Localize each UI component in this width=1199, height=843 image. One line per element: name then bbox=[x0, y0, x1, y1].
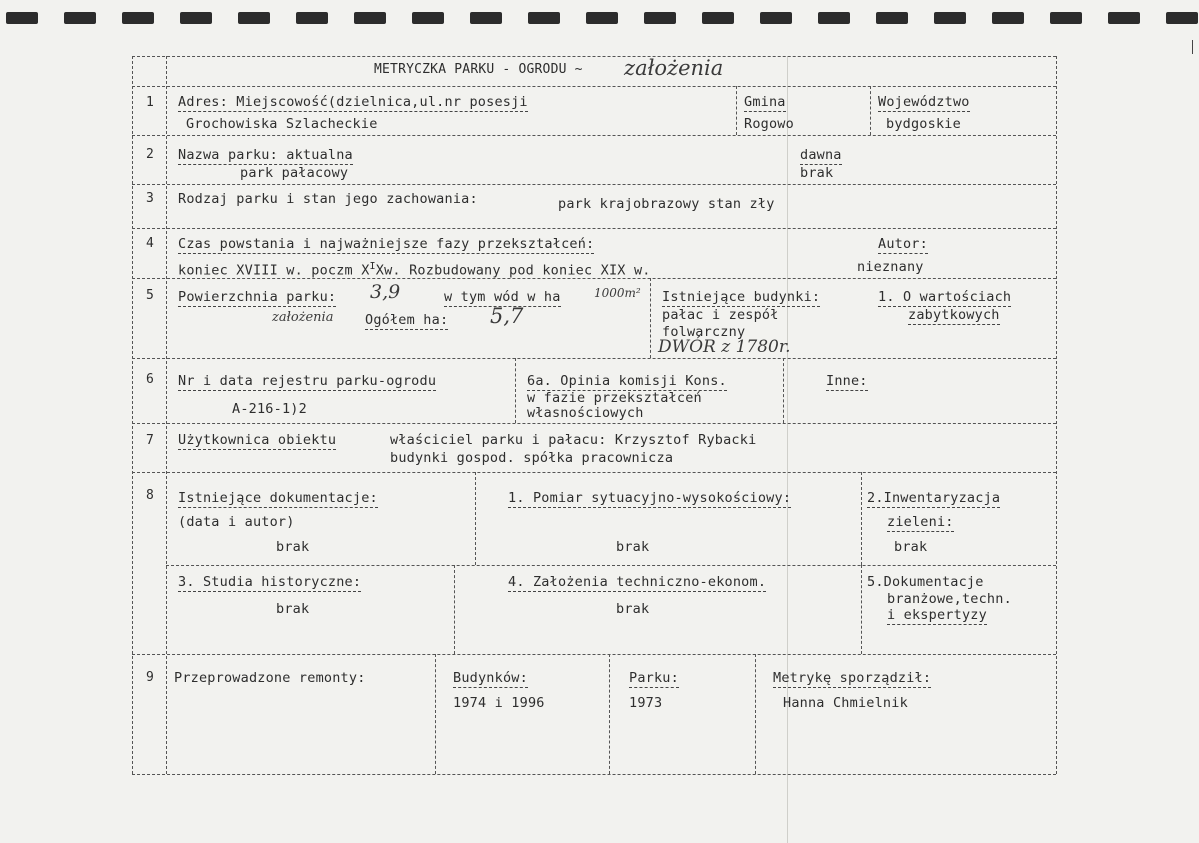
perforation-mark bbox=[528, 12, 560, 24]
row-number: 6 bbox=[146, 372, 155, 387]
r8-divider bbox=[475, 472, 476, 565]
branch-docs-label: branżowe,techn. bbox=[887, 591, 1012, 607]
row-divider bbox=[132, 472, 1056, 473]
creation-time-value: koniec XVIII w. poczm $X^IXw$. Rozbudowany pod koniec XIX w. bbox=[178, 261, 651, 279]
r9-divider bbox=[755, 654, 756, 774]
gmina-value: Rogowo bbox=[744, 116, 794, 132]
title-handwritten-note: założenia bbox=[624, 56, 724, 80]
row-divider bbox=[132, 184, 1056, 185]
r6-divider bbox=[783, 358, 784, 423]
perforation-mark bbox=[296, 12, 328, 24]
documentation-label: Istniejące dokumentacje: bbox=[178, 490, 378, 506]
user-label: Użytkownica obiektu bbox=[178, 432, 337, 448]
page-tick-mark bbox=[1192, 40, 1193, 54]
gmina-label: Gmina bbox=[744, 94, 786, 110]
perforation-mark bbox=[818, 12, 850, 24]
row-number: 3 bbox=[146, 191, 155, 206]
documentation-sublabel: (data i autor) bbox=[178, 514, 295, 530]
commission-opinion-value: własnościowych bbox=[527, 405, 644, 421]
voivodeship-value: bydgoskie bbox=[886, 116, 961, 132]
perforation-mark bbox=[992, 12, 1024, 24]
buildings-repair-label: Budynków: bbox=[453, 670, 528, 686]
inventory-label: 2.Inwentaryzacja bbox=[867, 490, 1001, 506]
row-number: 4 bbox=[146, 236, 155, 251]
existing-buildings-value: pałac i zespół bbox=[662, 307, 779, 323]
branch-docs-label: 5.Dokumentacje bbox=[867, 574, 984, 590]
other-label: Inne: bbox=[826, 373, 868, 389]
documentation-value: brak bbox=[276, 539, 310, 555]
manor-house-handwritten: DWÓR z 1780r. bbox=[658, 337, 791, 357]
total-area-label: Ogółem ha: bbox=[365, 312, 449, 328]
perforation-mark bbox=[760, 12, 792, 24]
row-divider bbox=[132, 86, 1056, 87]
prepared-by-label: Metrykę sporządził: bbox=[773, 670, 932, 686]
perforation-mark bbox=[934, 12, 966, 24]
r6-divider bbox=[515, 358, 516, 423]
perforation-mark bbox=[470, 12, 502, 24]
row-divider bbox=[132, 423, 1056, 424]
repairs-label: Przeprowadzone remonty: bbox=[174, 670, 366, 686]
row-divider bbox=[132, 358, 1056, 359]
prepared-by-value: Hanna Chmielnik bbox=[783, 695, 908, 711]
perforation-mark bbox=[1166, 12, 1198, 24]
perforation-mark bbox=[702, 12, 734, 24]
inventory-value: brak bbox=[894, 539, 928, 555]
park-name-label: Nazwa parku: aktualna bbox=[178, 147, 353, 163]
perforation-mark bbox=[412, 12, 444, 24]
row8-inner-divider bbox=[166, 565, 1056, 566]
voivodeship-label: Województwo bbox=[878, 94, 970, 110]
technical-assumptions-value: brak bbox=[616, 601, 650, 617]
perforation-mark bbox=[876, 12, 908, 24]
historical-studies-label: 3. Studia historyczne: bbox=[178, 574, 362, 590]
monument-value-label: 1. O wartościach bbox=[878, 289, 1012, 305]
creation-time-label: Czas powstania i najważniejsze fazy przekształceń: bbox=[178, 236, 595, 252]
frame-bottom bbox=[132, 774, 1056, 775]
row-divider bbox=[132, 228, 1056, 229]
park-name-value: park pałacowy bbox=[240, 165, 349, 181]
park-repair-value: 1973 bbox=[629, 695, 663, 711]
frame-left bbox=[132, 56, 133, 774]
r5-divider bbox=[650, 278, 651, 358]
r8-divider bbox=[861, 472, 862, 565]
perforation-mark bbox=[1050, 12, 1082, 24]
park-area-label: Powierzchnia parku: bbox=[178, 289, 337, 305]
r1-divider bbox=[736, 86, 737, 135]
row-number: 7 bbox=[146, 433, 155, 448]
water-area-label: w tym wód w ha bbox=[444, 289, 561, 305]
old-name-label: dawna bbox=[800, 147, 842, 163]
user-value: budynki gospod. spółka pracownicza bbox=[390, 450, 674, 466]
perforation-mark bbox=[238, 12, 270, 24]
row-divider bbox=[132, 135, 1056, 136]
total-area-prefix-handwritten: założenia bbox=[272, 310, 334, 325]
inventory-label: zieleni: bbox=[887, 514, 954, 530]
branch-docs-label: i ekspertyzy bbox=[887, 607, 987, 623]
row-number: 1 bbox=[146, 95, 155, 110]
existing-buildings-label: Istniejące budynki: bbox=[662, 289, 821, 305]
register-label: Nr i data rejestru parku-ogrodu bbox=[178, 373, 437, 389]
row-divider bbox=[132, 654, 1056, 655]
park-record-card bbox=[132, 56, 1056, 774]
perforation-mark bbox=[1108, 12, 1140, 24]
perforation-mark bbox=[586, 12, 618, 24]
r8-divider bbox=[861, 565, 862, 654]
park-type-value: park krajobrazowy stan zły bbox=[558, 196, 775, 212]
buildings-repair-value: 1974 i 1996 bbox=[453, 695, 545, 711]
park-repair-label: Parku: bbox=[629, 670, 679, 686]
commission-opinion-label: 6a. Opinia komisji Kons. bbox=[527, 373, 727, 389]
old-name-value: brak bbox=[800, 165, 834, 181]
r9-divider bbox=[435, 654, 436, 774]
perforation-mark bbox=[644, 12, 676, 24]
existing-buildings-value: folwarczny bbox=[662, 324, 746, 340]
number-column-divider bbox=[166, 56, 167, 774]
commission-opinion-value: w fazie przekształceń bbox=[527, 390, 702, 406]
perforation-strip bbox=[0, 12, 1199, 26]
author-value: nieznany bbox=[857, 259, 924, 275]
survey-label: 1. Pomiar sytuacyjno-wysokościowy: bbox=[508, 490, 792, 506]
user-value: właściciel parku i pałacu: Krzysztof Rybacki bbox=[390, 432, 757, 448]
perforation-mark bbox=[122, 12, 154, 24]
address-value: Grochowiska Szlacheckie bbox=[186, 116, 378, 132]
perforation-mark bbox=[354, 12, 386, 24]
historical-studies-value: brak bbox=[276, 601, 310, 617]
park-type-label: Rodzaj parku i stan jego zachowania: bbox=[178, 191, 478, 207]
register-value: A-216-1)2 bbox=[232, 401, 307, 417]
card-title: METRYCZKA PARKU - OGRODU ~ bbox=[374, 62, 583, 77]
technical-assumptions-label: 4. Założenia techniczno-ekonom. bbox=[508, 574, 767, 590]
r8-divider bbox=[454, 565, 455, 654]
address-label: Adres: Miejscowość(dzielnica,ul.nr posesji bbox=[178, 94, 528, 110]
frame-top bbox=[132, 56, 1056, 57]
perforation-mark bbox=[6, 12, 38, 24]
total-area-handwritten: 5,7 bbox=[490, 304, 524, 328]
frame-right bbox=[1056, 56, 1057, 774]
row-number: 2 bbox=[146, 147, 155, 162]
row-number: 5 bbox=[146, 288, 155, 303]
row-number: 8 bbox=[146, 488, 155, 503]
perforation-mark bbox=[64, 12, 96, 24]
r1-divider bbox=[870, 86, 871, 135]
r9-divider bbox=[609, 654, 610, 774]
park-area-handwritten: 3,9 bbox=[370, 281, 401, 303]
survey-value: brak bbox=[616, 539, 650, 555]
perforation-mark bbox=[180, 12, 212, 24]
row-number: 9 bbox=[146, 670, 155, 685]
author-label: Autor: bbox=[878, 236, 928, 252]
water-area-handwritten: 1000m² bbox=[594, 286, 641, 300]
monument-value-label: zabytkowych bbox=[908, 307, 1000, 323]
